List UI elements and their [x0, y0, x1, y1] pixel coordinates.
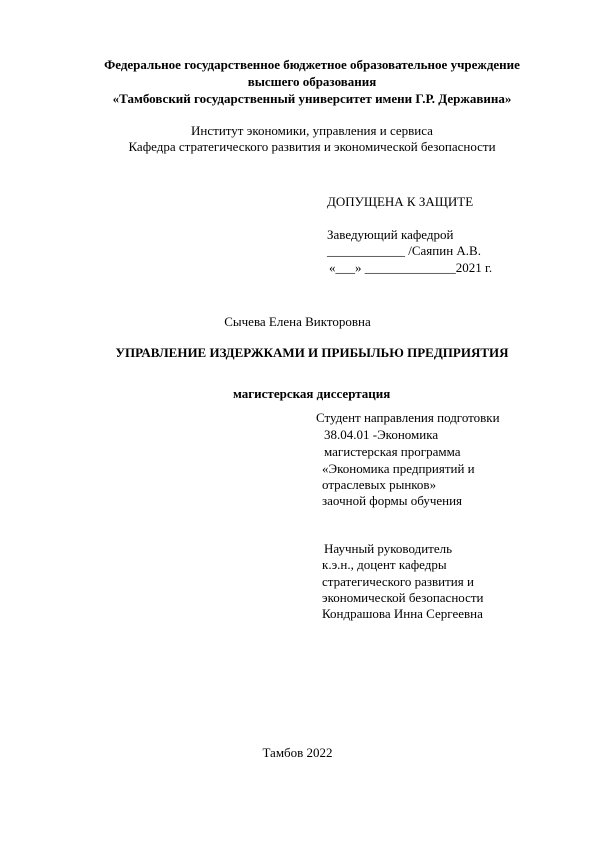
- student-info-line: заочной формы обучения: [322, 493, 463, 508]
- student-info-line: отраслевых рынков»: [322, 477, 437, 492]
- thesis-title: УПРАВЛЕНИЕ ИЗДЕРЖКАМИ И ПРИБЫЛЬЮ ПРЕДПРИЯТИЯ: [115, 345, 509, 360]
- department-name: Кафедра стратегического развития и экономической безопасности: [128, 139, 496, 154]
- supervisor-info-line: стратегического развития и: [322, 574, 474, 589]
- student-info-line: «Экономика предприятий и: [322, 461, 475, 476]
- supervisor-info-line: экономической безопасности: [322, 590, 484, 605]
- author-name: Сычева Елена Викторовна: [224, 314, 371, 329]
- approval-title: ДОПУЩЕНА К ЗАЩИТЕ: [327, 194, 474, 209]
- supervisor-info-line: к.э.н., доцент кафедры: [322, 557, 447, 572]
- supervisor-info-line: Кондрашова Инна Сергеевна: [322, 606, 483, 621]
- organization-line-2: высшего образования: [247, 74, 377, 89]
- approval-date-line: «___» ______________2021 г.: [329, 260, 493, 275]
- organization-line-1: Федеральное государственное бюджетное образовательное учреждение: [104, 57, 520, 72]
- approval-head-of-department: Заведующий кафедрой: [327, 227, 454, 242]
- student-info-line: Студент направления подготовки: [316, 410, 500, 425]
- supervisor-info-line: Научный руководитель: [324, 541, 453, 556]
- approval-signature-line: ____________ /Саяпин А.В.: [327, 243, 481, 258]
- university-name: «Тамбовский государственный университет имени Г.Р. Державина»: [112, 91, 512, 106]
- thesis-type: магистерская диссертация: [233, 386, 391, 401]
- institute-name: Институт экономики, управления и сервиса: [191, 123, 433, 138]
- student-info-line: магистерская программа: [324, 444, 461, 459]
- student-info-line: 38.04.01 -Экономика: [324, 427, 439, 442]
- city-and-year: Тамбов 2022: [262, 745, 333, 760]
